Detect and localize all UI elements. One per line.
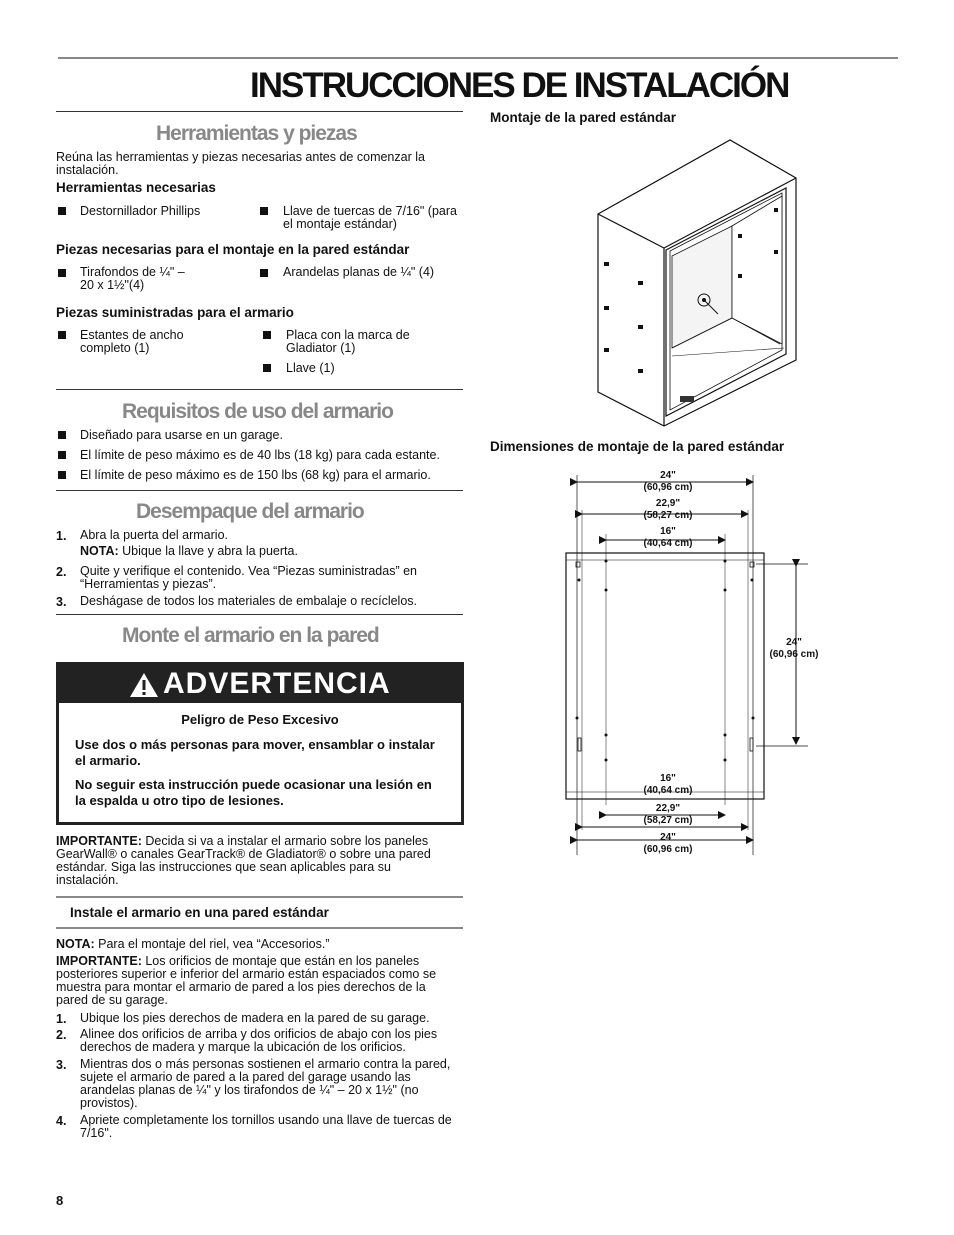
dimension-label: 24" (60,96 cm) [769,637,819,660]
top-rule [58,57,898,59]
supplied-item: Placa con la marca de Gladiator (1) [286,328,410,355]
figure-caption: Dimensiones de montaje de la pared estándar [490,439,785,454]
step-number: 1. [56,1012,67,1026]
supplied-item: Llave (1) [286,361,335,375]
warning-line: No seguir esta instrucción puede ocasionar una lesión en la espalda u otro tipo de lesiones. [75,777,432,808]
warning-box [56,662,464,825]
tools-intro: Reúna las herramientas y piezas necesarias antes de comenzar la instalación. [56,150,425,177]
warning-subtitle: Peligro de Peso Excesivo [181,712,339,727]
section-divider [56,614,463,615]
tool-item: Destornillador Phillips [80,204,201,218]
supplied-heading: Piezas suministradas para el armario [56,305,294,320]
step-note: NOTA: Ubique la llave y abra la puerta. [80,544,298,558]
step-number: 3. [56,1058,67,1072]
requirement-item: El límite de peso máximo es de 40 lbs (18 kg) para cada estante. [80,448,440,462]
note-paragraph: NOTA: Para el montaje del riel, vea “Accesorios.” [56,937,330,951]
step-text: Quite y verifique el contenido. Vea “Piezas suministradas” en “Herramientas y piezas”. [80,564,417,591]
requirement-item: Diseñado para usarse en un garage. [80,428,283,442]
figure-caption: Montaje de la pared estándar [490,110,677,125]
dimension-label: 24" (60,96 cm) [643,832,693,855]
part-item: Arandelas planas de ¼" (4) [283,265,435,279]
warning-triangle-icon [129,671,159,698]
step-text: Abra la puerta del armario. [80,528,228,542]
step-text: Mientras dos o más personas sostienen el armario contra la pared, sujete el armario de pared a la pared del garage usando las arandelas planas de ¼" y los tirafondos de ¼" – 20 x 1½" (no provistos). [80,1057,451,1110]
warning-title: ADVERTENCIA [163,667,391,700]
dimension-label: 24" (60,96 cm) [643,470,693,493]
part-item: Tirafondos de ¼" – 20 x 1½"(4) [80,265,185,292]
section-divider [56,896,463,898]
warning-line: Use dos o más personas para mover, ensamblar o instalar el armario. [75,737,435,768]
step-number: 1. [56,529,67,543]
tool-item: Llave de tuercas de 7/16" (para el montaje estándar) [283,204,457,231]
bullet [260,269,268,277]
tools-heading: Herramientas y piezas [156,122,357,145]
requirement-item: El límite de peso máximo es de 150 lbs (68 kg) para el armario. [80,468,431,482]
bullet [58,471,66,479]
tools-needed-heading: Herramientas necesarias [56,180,216,195]
step-text: Deshágase de todos los materiales de embalaje o recíclelos. [80,594,417,608]
step-number: 2. [56,1028,67,1042]
standard-wall-heading: Instale el armario en una pared estándar [70,905,329,920]
mount-heading: Monte el armario en la pared [122,624,379,647]
step-text: Ubique los pies derechos de madera en la pared de su garage. [80,1011,430,1025]
requirements-heading: Requisitos de uso del armario [122,400,393,423]
step-number: 2. [56,565,67,579]
section-divider [56,490,463,491]
parts-heading: Piezas necesarias para el montaje en la pared estándar [56,242,410,257]
dimension-label: 16" (40,64 cm) [643,773,693,796]
supplied-item: Estantes de ancho completo (1) [80,328,184,355]
dimension-label: 16" (40,64 cm) [643,526,693,549]
bullet [58,269,66,277]
section-divider [56,927,463,929]
bullet [263,331,271,339]
cabinet-illustration [590,138,800,428]
page-title: INSTRUCCIONES DE INSTALACIÓN [250,66,789,105]
section-divider [56,111,463,112]
bullet [58,451,66,459]
dimension-label: 22,9" (58,27 cm) [643,498,693,521]
warning-header [59,665,461,703]
bullet [58,431,66,439]
bullet [263,364,271,372]
step-number: 3. [56,595,67,609]
step-text: Alinee dos orificios de arriba y dos orificios de abajo con los pies derechos de madera y marque la ubicación de los orificios. [80,1027,438,1054]
important-paragraph: IMPORTANTE: Los orificios de montaje que están en los paneles posteriores superior e inferior del armario están espaciados como se muestra para montar el armario de pared a los pies derechos de la pared de su garage. [56,954,437,1007]
step-text: Apriete completamente los tornillos usando una llave de tuercas de 7/16". [80,1113,452,1140]
bullet [58,207,66,215]
section-divider [56,389,463,390]
page-number: 8 [56,1193,64,1208]
bullet [260,207,268,215]
step-number: 4. [56,1114,67,1128]
unpack-heading: Desempaque del armario [136,500,364,523]
dimension-label: 22,9" (58,27 cm) [643,803,693,826]
bullet [58,331,66,339]
important-paragraph: IMPORTANTE: Decida si va a instalar el armario sobre los paneles GearWall® o canales GearTrack® de Gladiator® o sobre una pared estándar. Siga las instrucciones que sean aplicables para su instalación. [56,834,431,887]
